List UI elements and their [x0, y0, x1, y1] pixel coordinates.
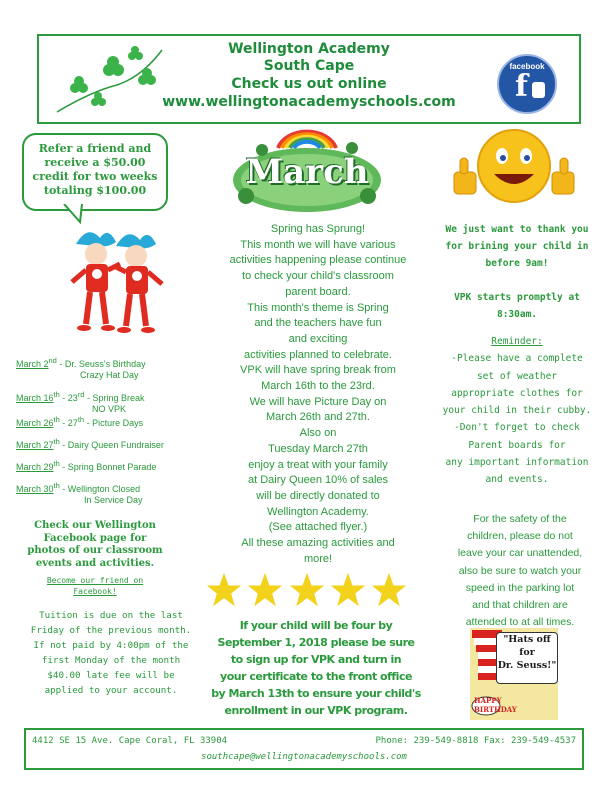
thumbs-up-emoji-icon — [448, 122, 580, 212]
birthday-text: BIRTHDAY — [474, 705, 517, 714]
event-date-suffix: th — [53, 415, 60, 424]
bubble-tail — [60, 204, 90, 224]
safety-line: leave your car unattended, — [457, 547, 583, 560]
vpk-notice-line: September 1, 2018 please be sure — [217, 636, 415, 649]
main-text-line: and the teachers have fun — [254, 317, 382, 330]
spacer — [432, 272, 602, 289]
facebook-note-line: Check our Wellington — [34, 520, 156, 531]
facebook-note-line: photos of our classroom — [27, 545, 163, 556]
event-text: - Picture Days — [84, 418, 144, 428]
event-text: - Spring Break — [84, 393, 145, 403]
tuition-line: applied to your account. — [44, 685, 178, 696]
header-tagline: Check us out online — [231, 76, 387, 92]
thanks-line: for brining your child in — [445, 241, 589, 252]
main-text-line: at Dairy Queen 10% of sales — [247, 474, 389, 487]
main-text-line: more! — [303, 552, 333, 565]
safety-note — [436, 511, 604, 631]
main-text-line: This month's theme is Spring — [247, 301, 389, 314]
main-text-line: to check your child's classroom — [242, 270, 394, 283]
thumbs-up-icon — [532, 82, 545, 98]
event-date: March 27 — [16, 440, 54, 450]
main-announcement — [196, 222, 440, 567]
event-text: - Wellington Closed — [59, 484, 141, 494]
event-date-suffix: th — [53, 390, 60, 399]
reminder-line: appropriate clothes for — [451, 387, 583, 399]
reminder-title: Reminder: — [491, 336, 543, 347]
main-text-line: This month we will have various — [240, 238, 396, 251]
tuition-line: Tuition is due on the last — [39, 610, 183, 621]
event-item — [16, 458, 216, 480]
vpk-start-time: 8:30am. — [496, 309, 538, 320]
event-item — [16, 355, 216, 389]
main-text-line: We will have Picture Day on — [249, 395, 387, 408]
main-text-line: All these amazing activities and — [241, 537, 395, 550]
event-subtext: NO VPK — [92, 404, 127, 414]
campus-name: South Cape — [263, 58, 355, 74]
tuition-note — [16, 608, 206, 698]
event-text: - Dairy Queen Fundraiser — [59, 440, 164, 450]
reminder-line: set of weather — [476, 370, 558, 382]
main-text-line: Spring has Sprung! — [270, 223, 366, 235]
event-text: - Spring Bonnet Parade — [59, 462, 157, 472]
main-text-line: will be directly donated to — [256, 489, 380, 502]
vpk-notice-line: by March 13th to ensure your child's — [211, 687, 421, 700]
tuition-line: If not paid by 4:00pm of the — [33, 640, 189, 651]
happy-text: HAPPY — [474, 696, 502, 705]
vpk-notice-line: to sign up for VPK and turn in — [230, 653, 402, 666]
seuss-speech-bubble — [496, 632, 558, 684]
main-text-line: Tuesday March 27th — [268, 442, 368, 455]
star-icon — [330, 572, 366, 608]
main-text-line: VPK will have spring break from — [240, 364, 396, 377]
event-date: March 2 — [16, 359, 49, 369]
event-date-suffix: rd — [77, 390, 85, 399]
thanks-line: We just want to thank you — [445, 224, 589, 235]
safety-line: attended to at all times. — [465, 616, 575, 629]
facebook-friend-link[interactable] — [14, 575, 176, 597]
tuition-line: $40.00 late fee will be — [47, 670, 175, 681]
thank-you-note — [432, 221, 602, 323]
event-date: March 30 — [16, 484, 54, 494]
main-text-line: Wellington Academy. — [267, 505, 369, 518]
vpk-notice-line: If your child will be four by — [239, 619, 393, 632]
event-item — [16, 414, 216, 436]
main-text-line: activities happening please continue — [229, 254, 407, 267]
main-text-line: parent board. — [285, 285, 351, 298]
tuition-line: Friday of the previous month. — [30, 625, 192, 636]
vpk-notice-line: your certificate to the front office — [220, 670, 412, 683]
facebook-f-glyph: f — [515, 69, 528, 104]
event-date: March 26 — [16, 418, 54, 428]
event-date-suffix: nd — [48, 356, 57, 365]
main-text-line: activities planned to celebrate. — [244, 348, 392, 361]
referral-line-3: credit for two weeks — [32, 170, 158, 183]
event-text: - Dr. Seuss's Birthday — [56, 359, 146, 369]
school-name: Wellington Academy — [228, 41, 390, 57]
safety-line: For the safety of the — [473, 513, 567, 525]
safety-line: and that children are — [472, 599, 568, 612]
main-text-line: Also on — [299, 427, 337, 440]
main-text-line: enjoy a treat with your family — [248, 458, 388, 471]
main-text-line: (See attached flyer.) — [268, 521, 368, 534]
event-date-suffix: th — [53, 481, 60, 490]
seuss-line: "Hats off — [503, 634, 551, 645]
safety-line: children, please do not — [467, 530, 573, 543]
vpk-notice-line: enrollment in our VPK program. — [224, 704, 408, 717]
footer-address: 4412 SE 15 Ave. Cape Coral, FL 33904 — [32, 736, 228, 746]
reminder-line: Parent boards for — [468, 439, 566, 451]
star-icon — [371, 572, 407, 608]
event-date-suffix: th — [53, 437, 60, 446]
event-subtext: In Service Day — [84, 495, 143, 505]
facebook-icon[interactable] — [497, 54, 557, 114]
vpk-start-line: VPK starts promptly at — [454, 292, 580, 303]
event-date: March 29 — [16, 462, 54, 472]
event-item — [16, 436, 216, 458]
reminder-block — [432, 333, 602, 489]
event-subtext: Crazy Hat Day — [80, 370, 139, 380]
footer-email-link[interactable]: southcape@wellingtonacademyschools.com — [201, 752, 407, 762]
reminder-line: -Please have a complete — [451, 353, 583, 365]
footer-phone-fax: Phone: 239-549-8818 Fax: 239-549-4537 — [375, 736, 576, 746]
footer-box — [24, 728, 584, 770]
vpk-enrollment-notice — [198, 617, 434, 719]
facebook-note-line: Facebook page for — [43, 532, 147, 544]
main-text-line: March 26th and 27th. — [266, 411, 370, 424]
event-text: - 27 — [59, 418, 78, 428]
event-text: - 23 — [59, 393, 78, 403]
happy-birthday-label — [474, 696, 517, 714]
star-icon — [247, 572, 283, 608]
referral-line-2: receive a $50.00 — [44, 156, 146, 169]
dr-seuss-birthday-image — [470, 628, 558, 720]
seuss-line: for — [519, 647, 535, 658]
facebook-note-line: events and activities. — [35, 557, 155, 569]
facebook-label: facebook — [509, 62, 545, 71]
referral-line-1: Refer a friend and — [38, 142, 152, 155]
event-date-suffix: th — [77, 415, 85, 424]
facebook-note — [14, 520, 176, 570]
reminder-line: your child in their cubby. — [442, 405, 592, 417]
event-item — [16, 480, 216, 506]
referral-line-4: totaling $100.00 — [43, 184, 147, 197]
events-list — [16, 355, 216, 506]
referral-text — [24, 142, 166, 198]
event-date-suffix: th — [53, 459, 60, 468]
facebook-link-line: Facebook! — [73, 587, 117, 596]
thanks-line: before 9am! — [485, 258, 549, 269]
safety-line: speed in the parking lot — [465, 581, 575, 594]
website-link[interactable]: www.wellingtonacademyschools.com — [162, 94, 456, 110]
header-box — [37, 34, 581, 124]
march-title: March — [245, 152, 369, 192]
main-text-line: March 16th to the 23rd. — [261, 380, 375, 393]
seuss-line: Dr. Seuss!" — [497, 660, 557, 671]
event-item — [16, 389, 216, 414]
reminder-line: and events. — [485, 474, 549, 486]
star-icon — [206, 572, 242, 608]
facebook-link-line: Become our friend on — [46, 576, 144, 585]
reminder-line: -Don't forget to check — [454, 422, 580, 434]
main-text-line: and exciting — [288, 332, 348, 345]
reminder-line: any important information — [445, 457, 589, 469]
event-date: March 16 — [16, 393, 54, 403]
referral-bubble — [22, 133, 168, 211]
thing-one-thing-two-illustration — [68, 224, 164, 336]
tuition-line: first Monday of the month — [41, 655, 181, 666]
safety-line: also be sure to watch your — [458, 564, 582, 577]
star-icon — [289, 572, 325, 608]
